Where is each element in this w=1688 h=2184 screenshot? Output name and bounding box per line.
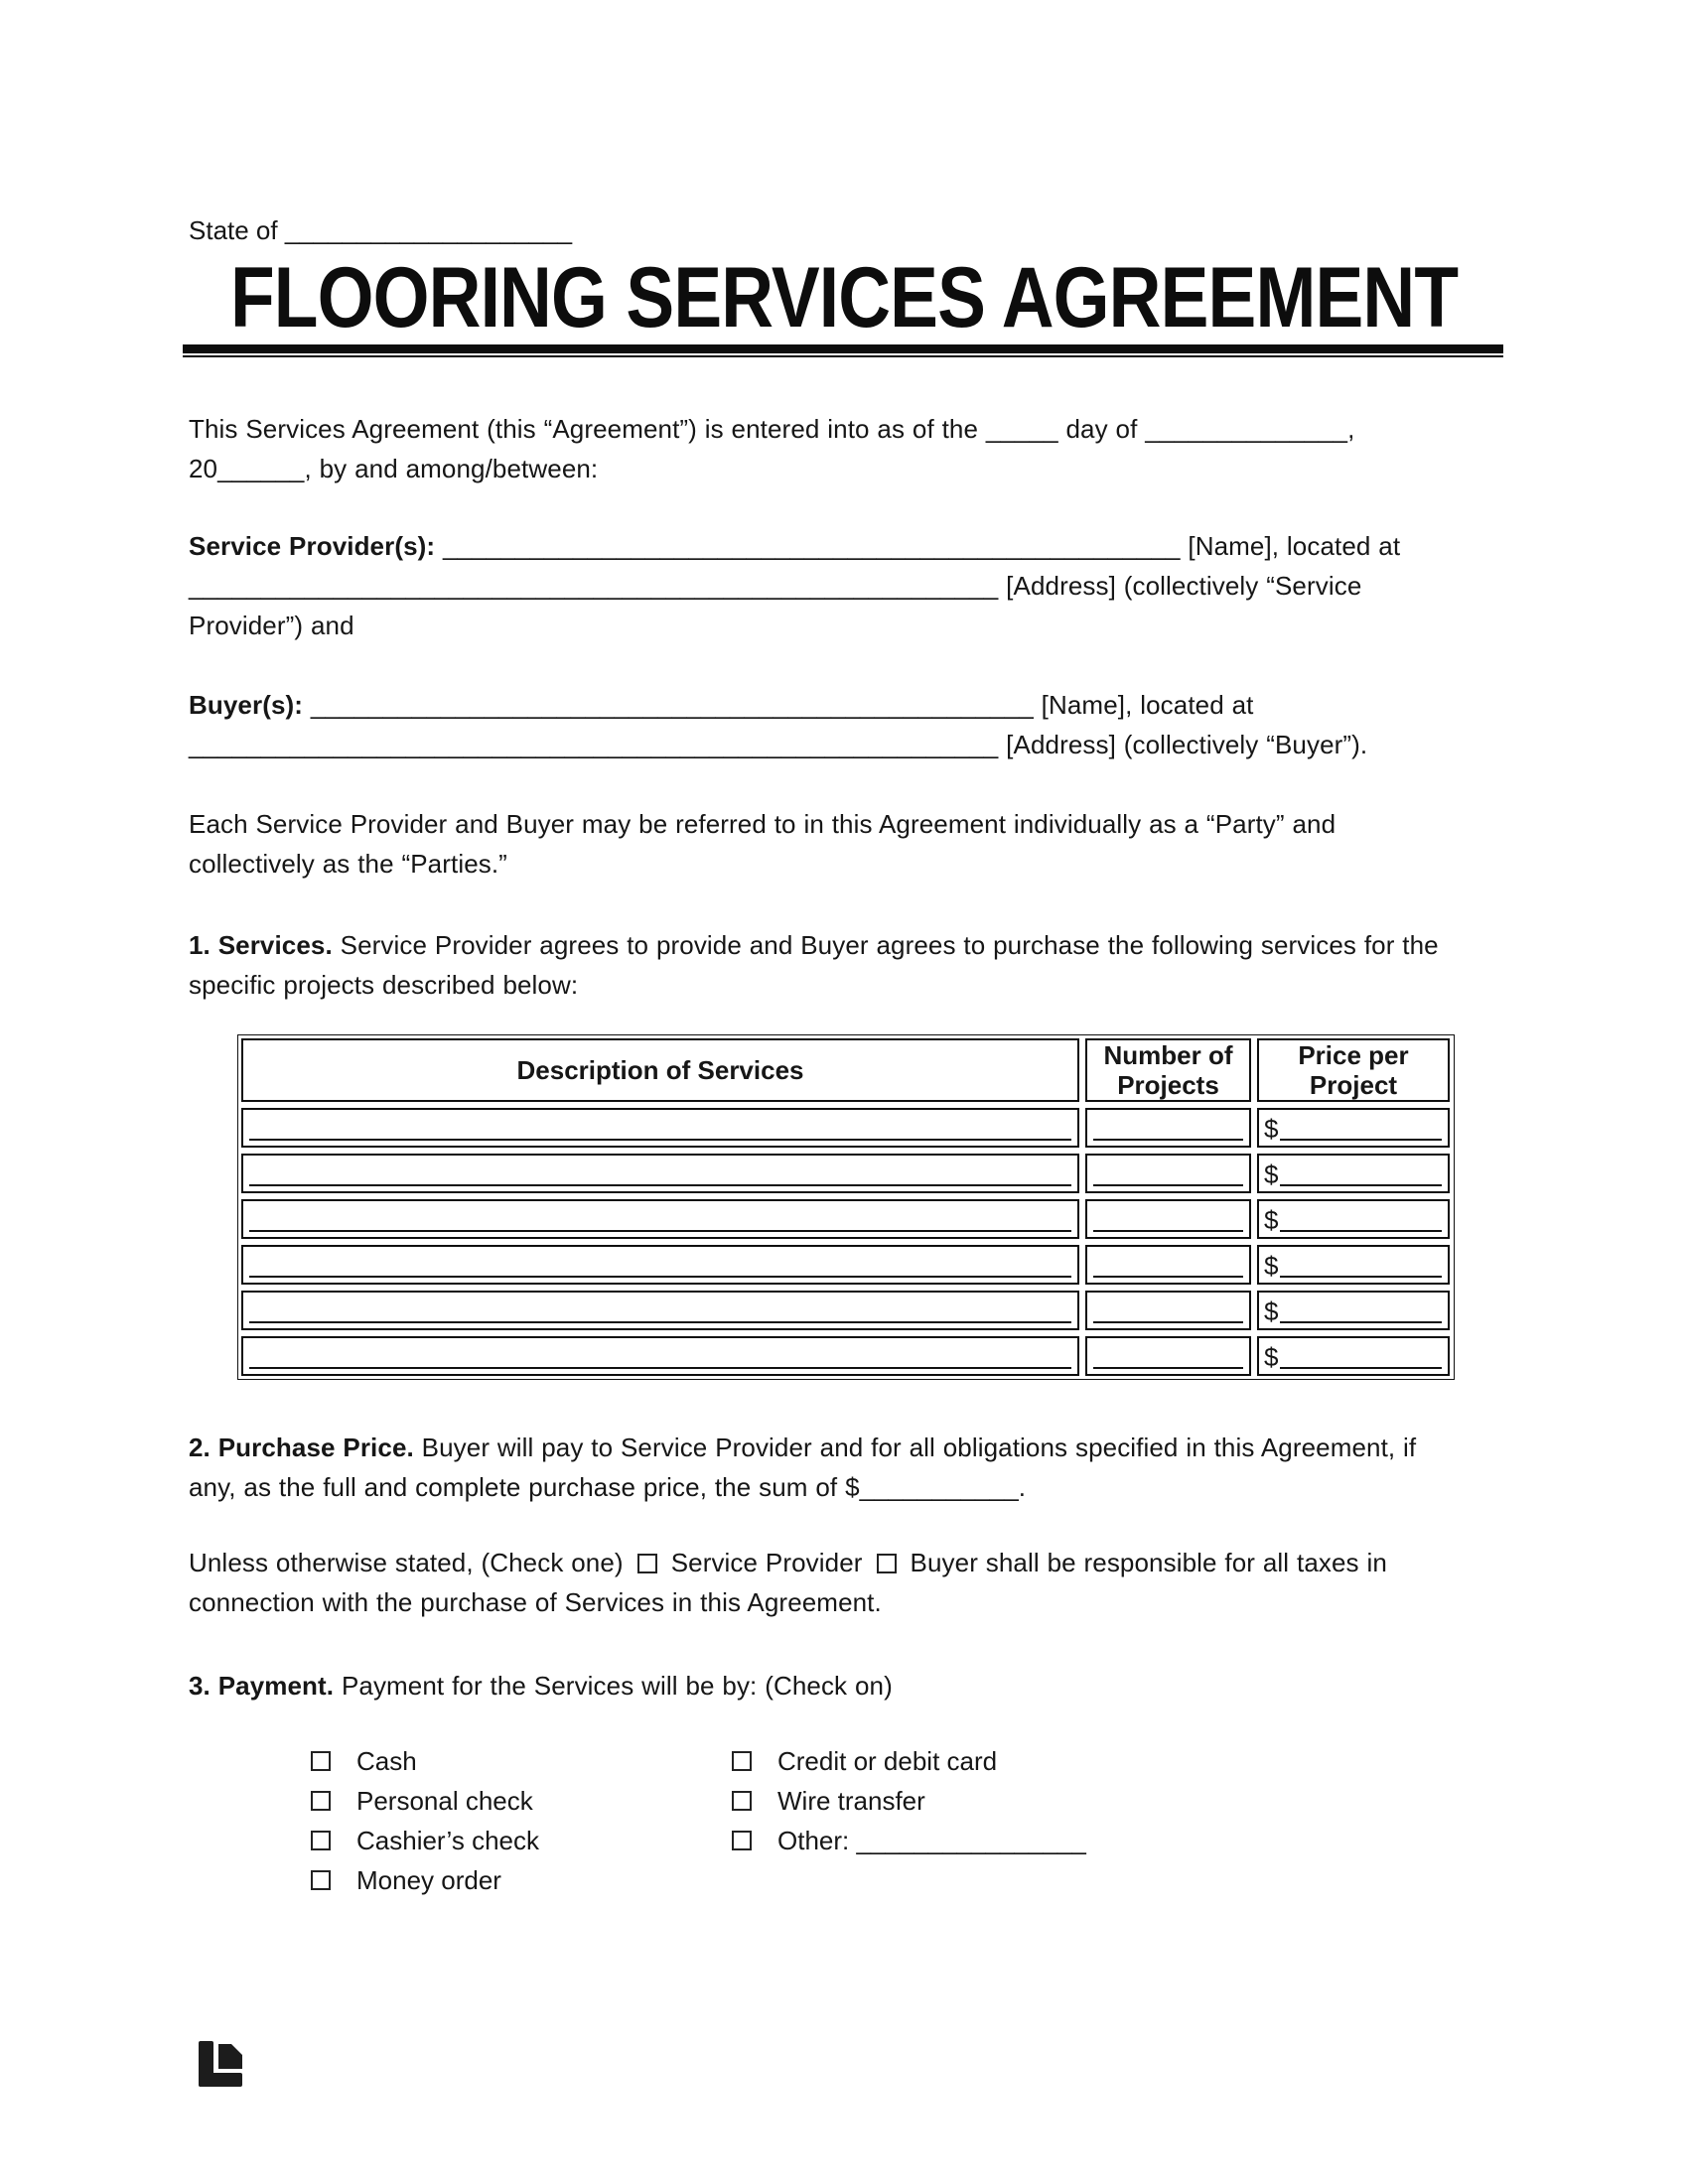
table-header-row [241, 1038, 1451, 1102]
write-line [1093, 1196, 1243, 1232]
write-line [1093, 1151, 1243, 1186]
write-line [1093, 1242, 1243, 1278]
dollar-sign: $ [1264, 1114, 1279, 1144]
services-table [237, 1034, 1455, 1380]
dollar-sign: $ [1264, 1160, 1279, 1189]
checkbox-icon[interactable] [311, 1870, 331, 1890]
services-text: Service Provider agrees to provide and Buyer agrees to purchase the following services for the specific projects described below: [189, 930, 1439, 1000]
payment-option-personal-check[interactable] [311, 1781, 732, 1821]
title-rule [183, 344, 1503, 357]
write-line [1280, 1333, 1442, 1369]
write-line [249, 1151, 1071, 1186]
price-per-project-cell[interactable] [1257, 1336, 1450, 1376]
table-row [241, 1336, 1451, 1376]
service-description-cell[interactable] [241, 1291, 1079, 1330]
write-line [1093, 1288, 1243, 1323]
service-description-cell[interactable] [241, 1199, 1079, 1239]
legal-templates-logo [198, 2040, 243, 2088]
payment-option-cash[interactable] [311, 1741, 732, 1781]
state-line [189, 210, 1509, 250]
purchase-price-clause [189, 1428, 1448, 1507]
document-content [189, 210, 1509, 1900]
buyer-paragraph [189, 685, 1448, 764]
service-description-cell[interactable] [241, 1336, 1079, 1376]
checkbox-icon[interactable] [732, 1791, 752, 1811]
taxes-option-service-provider: Service Provider [670, 1548, 863, 1577]
payment-option-wire-transfer[interactable] [732, 1781, 1509, 1821]
service-description-cell[interactable] [241, 1245, 1079, 1285]
table-row [241, 1245, 1451, 1285]
number-of-projects-cell[interactable] [1085, 1291, 1251, 1330]
payment-option-cashiers-check[interactable] [311, 1821, 732, 1860]
checkbox-icon[interactable] [311, 1831, 331, 1850]
checkbox-icon[interactable] [311, 1751, 331, 1771]
write-line [249, 1105, 1071, 1141]
table-row [241, 1154, 1451, 1193]
table-row [241, 1108, 1451, 1148]
write-line [1280, 1151, 1442, 1186]
option-label: Cashier’s check [356, 1825, 540, 1855]
taxes-prefix: Unless otherwise stated, (Check one) [189, 1548, 624, 1577]
taxes-rest: Buyer shall be responsible for all taxes in connection with the purchase of Services in this Agreement. [189, 1548, 1387, 1617]
number-of-projects-cell[interactable] [1085, 1154, 1251, 1193]
write-line [1280, 1242, 1442, 1278]
write-line [249, 1196, 1071, 1232]
state-blank[interactable]: ____________________ [284, 215, 573, 245]
header-description-of-services: Description of Services [241, 1038, 1079, 1102]
price-per-project-cell[interactable] [1257, 1108, 1450, 1148]
state-label: State of [189, 215, 285, 245]
write-line [1280, 1105, 1442, 1141]
write-line [249, 1242, 1071, 1278]
write-line [1093, 1333, 1243, 1369]
buyer-blanks[interactable]: __________________________________________________ [Name], located at ________________________________________________________ [Address] (collectively “Buyer”). [189, 690, 1368, 759]
payment-label: 3. Payment. [189, 1671, 335, 1701]
dollar-sign: $ [1264, 1297, 1279, 1326]
dollar-sign: $ [1264, 1342, 1279, 1372]
number-of-projects-cell[interactable] [1085, 1199, 1251, 1239]
write-line [1280, 1196, 1442, 1232]
number-of-projects-cell[interactable] [1085, 1108, 1251, 1148]
payment-option-credit-or-debit-card[interactable] [732, 1741, 1509, 1781]
taxes-clause [189, 1543, 1448, 1622]
table-row [241, 1199, 1451, 1239]
parties-paragraph: Each Service Provider and Buyer may be referred to in this Agreement individually as a “Party” and collectively as the “Parties.” [189, 809, 1336, 879]
checkbox-icon[interactable] [732, 1831, 752, 1850]
services-label: 1. Services. [189, 930, 333, 960]
price-per-project-cell[interactable] [1257, 1291, 1450, 1330]
service-description-cell[interactable] [241, 1108, 1079, 1148]
intro-paragraph: This Services Agreement (this “Agreement”) is entered into as of the _____ day of ______________, 20______, by and among/between: [189, 414, 1355, 483]
option-label: Money order [356, 1864, 501, 1895]
payment-option-other[interactable] [732, 1821, 1509, 1860]
option-label: Cash [356, 1745, 417, 1776]
checkbox-icon[interactable] [311, 1791, 331, 1811]
write-line [1093, 1105, 1243, 1141]
header-price-per-project: Price per Project [1257, 1038, 1450, 1102]
purchase-price-label: 2. Purchase Price. [189, 1433, 414, 1462]
service-provider-blanks[interactable]: ___________________________________________________ [Name], located at ________________________________________________________ [Address] (collectively “Service Provider”) and [189, 531, 1401, 640]
write-line [249, 1333, 1071, 1369]
option-label: Wire transfer [777, 1785, 925, 1816]
services-clause [189, 925, 1448, 1005]
payment-options [311, 1741, 1509, 1900]
number-of-projects-cell[interactable] [1085, 1336, 1251, 1376]
purchase-price-text: Buyer will pay to Service Provider and for all obligations specified in this Agreement, if any, as the full and complete purchase price, the sum of $___________. [189, 1433, 1417, 1502]
service-provider-tax-checkbox[interactable] [637, 1554, 657, 1573]
option-label: Credit or debit card [777, 1745, 998, 1776]
payment-clause [189, 1666, 1448, 1706]
number-of-projects-cell[interactable] [1085, 1245, 1251, 1285]
service-description-cell[interactable] [241, 1154, 1079, 1193]
buyer-label: Buyer(s): [189, 690, 304, 720]
buyer-tax-checkbox[interactable] [877, 1554, 897, 1573]
price-per-project-cell[interactable] [1257, 1245, 1450, 1285]
price-per-project-cell[interactable] [1257, 1199, 1450, 1239]
service-provider-paragraph [189, 526, 1448, 645]
price-per-project-cell[interactable] [1257, 1154, 1450, 1193]
service-provider-label: Service Provider(s): [189, 531, 436, 561]
write-line [1280, 1288, 1442, 1323]
dollar-sign: $ [1264, 1251, 1279, 1281]
option-label: Personal check [356, 1785, 533, 1816]
payment-text: Payment for the Services will be by: (Check on) [334, 1671, 893, 1701]
header-number-of-projects: Number of Projects [1085, 1038, 1251, 1102]
dollar-sign: $ [1264, 1205, 1279, 1235]
payment-option-money-order[interactable] [311, 1860, 732, 1900]
document-title: FLOORING SERVICES AGREEMENT [230, 250, 1459, 345]
write-line [249, 1288, 1071, 1323]
table-row [241, 1291, 1451, 1330]
checkbox-icon[interactable] [732, 1751, 752, 1771]
option-label: Other: ________________ [777, 1825, 1086, 1855]
